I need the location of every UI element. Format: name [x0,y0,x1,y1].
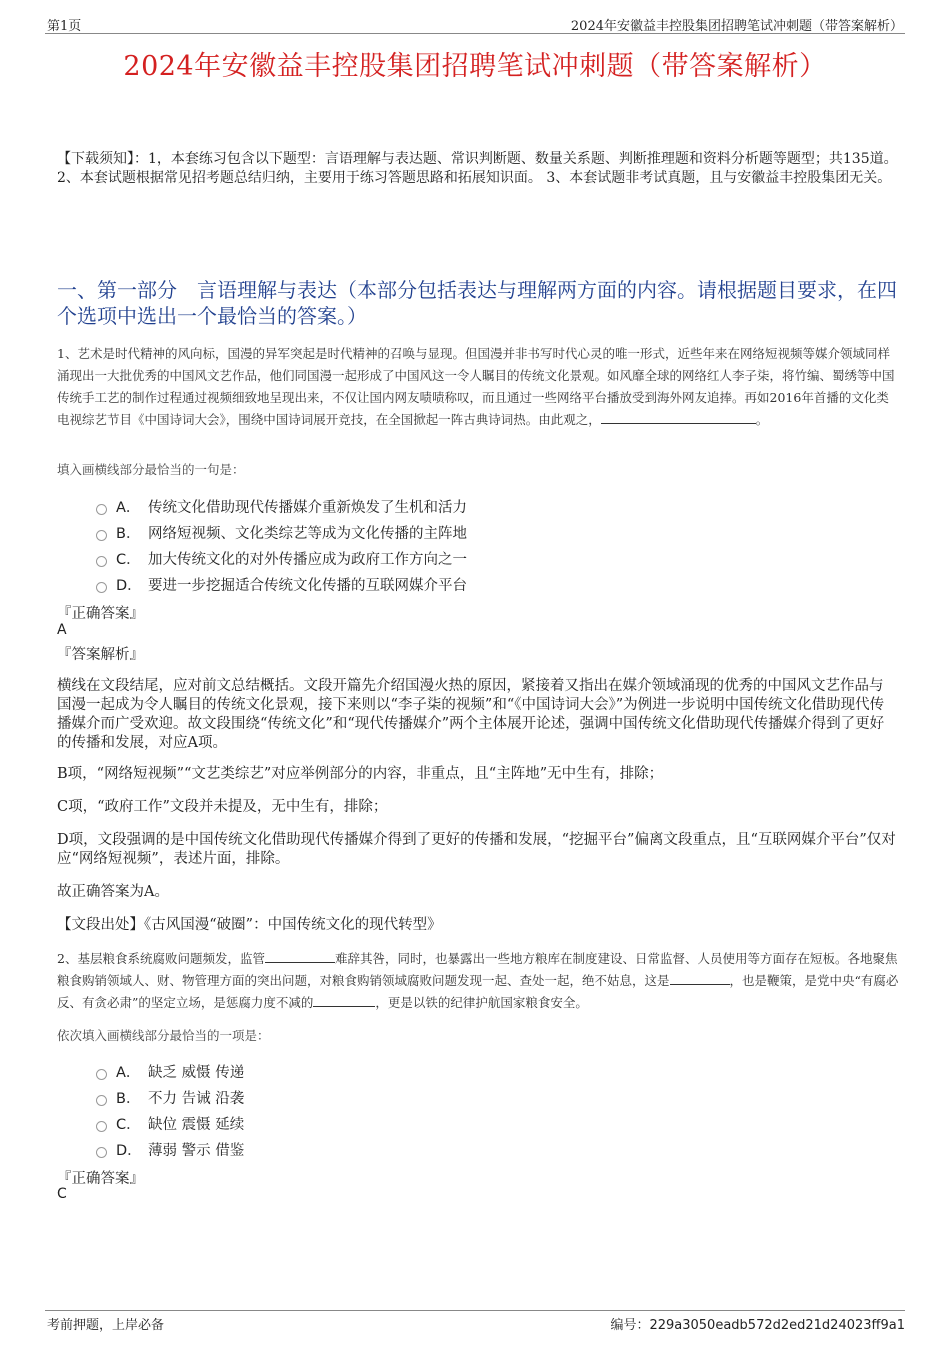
section-heading: 一、第一部分 言语理解与表达（本部分包括表达与理解两方面的内容。请根据题目要求，在四个选项中选出一个最恰当的答案。） [57,278,897,328]
question-1-prompt: 填入画横线部分最恰当的一句是： [57,462,245,477]
option-label: B． [116,526,141,542]
correct-answer: C [57,1186,67,1202]
option-label: A． [116,1065,141,1081]
option-text: 网络短视频、文化类综艺等成为文化传播的主阵地 [148,526,467,542]
question-2-text: 2、基层粮食系统腐败问题频发，监管 [57,951,265,966]
answer-blank [670,972,730,985]
question-1-end: 。 [755,412,769,427]
analysis-paragraph: D项，文段强调的是中国传统文化借助现代传播媒介得到了更好的传播和发展，“挖掘平台”偏离文段重点，且“互联网媒介平台”仅对应“网络短视频”，表述片面，排除。 [57,832,896,867]
document-code [610,1314,905,1333]
radio-icon[interactable] [96,1121,107,1132]
question-1-stem [57,343,900,431]
option-a[interactable] [96,496,467,517]
option-d[interactable] [96,574,467,595]
question-1-text: 1、艺术是时代精神的风向标，国漫的异军突起是时代精神的召唤与显现。但国漫并非书写时代心灵的唯一形式，近些年来在网络短视频等媒介领域同样涌现出一大批优秀的中国风文艺作品，他们同国漫一起形成了中国风这一令人瞩目的传统文化景观。如风靡全球的网络红人李子柒，将竹编、蜀绣等中国传统手工艺的制作过程通过视频细致地呈现出来，不仅让国内网友啧啧称叹，而且通过一些网络平台播放受到海外网友追捧。再如2016年首播的文化类电视综艺节目《中国诗词大会》，围绕中国诗词展开竞技，在全国掀起一阵古典诗词热。由此观之， [57,346,895,427]
option-c[interactable] [96,1113,244,1134]
analysis-paragraph: B项，“网络短视频”“文艺类综艺”对应举例部分的内容，非重点，且“主阵地”无中生有，排除； [57,766,664,782]
analysis-paragraph: 故正确答案为A。 [57,884,169,900]
option-text: 传统文化借助现代传播媒介重新焕发了生机和活力 [148,500,467,516]
option-label: D． [116,1143,142,1159]
question-2-stem [57,948,900,1014]
radio-icon[interactable] [96,1069,107,1080]
option-text: 不力 告诫 沿袭 [148,1091,245,1107]
radio-icon[interactable] [96,530,107,541]
option-text: 薄弱 警示 借鉴 [148,1143,245,1159]
option-text: 缺乏 威慑 传递 [148,1065,245,1081]
question-2-text: ，更是以铁的纪律护航国家粮食安全。 [375,995,588,1010]
correct-answer-label: 『正确答案』 [57,606,144,622]
option-text: 缺位 震慑 延续 [148,1117,245,1133]
correct-answer: A [57,622,67,638]
document-code-value: 229a3050eadb572d2ed21d24023ff9a1 [649,1318,905,1333]
answer-blank [313,994,375,1007]
radio-icon[interactable] [96,1095,107,1106]
header-doc-title: 2024年安徽益丰控股集团招聘笔试冲刺题（带答案解析） [570,19,903,34]
header-divider [45,33,905,34]
correct-answer-label: 『正确答案』 [57,1171,144,1187]
option-b[interactable] [96,1087,244,1108]
radio-icon[interactable] [96,582,107,593]
question-2-prompt: 依次填入画横线部分最恰当的一项是： [57,1028,270,1043]
analysis-paragraph: 横线在文段结尾，应对前文总结概括。文段开篇先介绍国漫火热的原因，紧接着又指出在媒介领域涌现的优秀的中国风文艺作品与国漫一起成为令人瞩目的传统文化景观，接下来则以“李子柒的视频”和“《中国诗词大会》”为例进一步说明中国传统文化借助现代传播媒介而广受欢迎。故文段围绕“传统文化”和“现代传播媒介”两个主体展开论述，强调中国传统文化借助现代传播媒介得到了更好的传播和发展，对应A项。 [57,678,885,751]
option-label: C． [116,1117,141,1133]
question-2-text: ，也是鞭策，是党中央“有腐必反、有贪必肃”的坚定立场，是惩腐力度不减的 [57,973,899,1010]
question-2-text: 难辞其咎，同时，也暴露出一些地方粮库在制度建设、日常监督、人员使用等方面存在短板。各地聚焦粮食购销领域人、财、物管理方面的突出问题，对粮食购销领域腐败问题发现一起、查处一起，绝不姑息，这是 [57,951,898,988]
radio-icon[interactable] [96,504,107,515]
page-title: 2024年安徽益丰控股集团招聘笔试冲刺题（带答案解析） [123,51,827,82]
download-notice: 【下载须知】：1，本套练习包含以下题型：言语理解与表达题、常识判断题、数量关系题、判断推理题和资料分析题等题型；共135道。 2、本套试题根据常见招考题总结归纳，主要用于练习答题思路和拓展知识面。 3、本套试题非考试真题，且与安徽益丰控股集团无关。 [57,151,898,186]
analysis-paragraph: C项，“政府工作”文段并未提及，无中生有，排除； [57,799,388,815]
option-b[interactable] [96,522,467,543]
radio-icon[interactable] [96,556,107,567]
option-d[interactable] [96,1139,244,1160]
option-label: B． [116,1091,141,1107]
option-text: 加大传统文化的对外传播应成为政府工作方向之一 [148,552,467,568]
document-code-label: 编号： [610,1318,650,1333]
option-a[interactable] [96,1061,244,1082]
option-label: D． [116,578,142,594]
answer-blank [265,950,335,963]
footer-slogan: 考前押题，上岸必备 [47,1318,165,1333]
analysis-label: 『答案解析』 [57,647,144,663]
option-label: C． [116,552,141,568]
option-label: A． [116,500,141,516]
footer-divider [45,1310,905,1311]
radio-icon[interactable] [96,1147,107,1158]
page-number: 第1页 [47,19,82,34]
answer-blank [601,411,756,424]
passage-source: 【文段出处】《古风国漫“破圈”：中国传统文化的现代转型》 [57,917,442,933]
option-text: 要进一步挖掘适合传统文化传播的互联网媒介平台 [148,578,467,594]
option-c[interactable] [96,548,467,569]
